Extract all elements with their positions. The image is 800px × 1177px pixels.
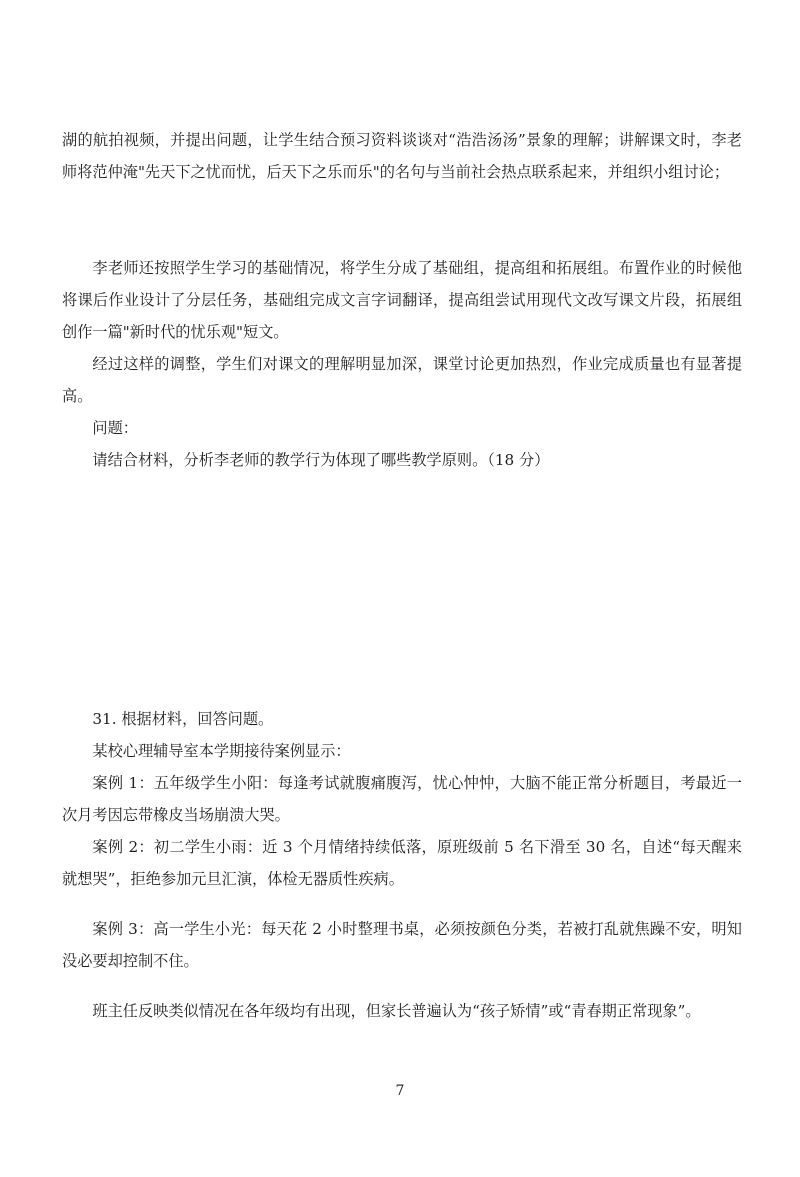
page-number: 7	[395, 1083, 405, 1099]
q30-question-label: 问题：	[92, 419, 138, 437]
q31-case-3: 案例 3：高一学生小光：每天花 2 小时整理书桌，必须按颜色分类，若被打乱就焦躁不安，明知没必要却控制不住。	[62, 920, 742, 970]
q31-teacher-report: 班主任反映类似情况在各年级均有出现，但家长普遍认为“孩子矫情”或“青春期正常现象”。	[92, 1002, 701, 1020]
q31-intro: 某校心理辅导室本学期接待案例显示：	[92, 742, 351, 760]
q31-case-1: 案例 1：五年级学生小阳：每逢考试就腹痛腹泻，忧心忡忡，大脑不能正常分析题目，考最近一次月考因忘带橡皮当场崩溃大哭。	[62, 774, 742, 824]
q31-case-2: 案例 2：初二学生小雨：近 3 个月情绪持续低落，原班级前 5 名下滑至 30 名，自述“每天醒来就想哭”，拒绝参加元旦汇演，体检无器质性疾病。	[62, 838, 742, 888]
q30-question-text: 请结合材料，分析李老师的教学行为体现了哪些教学原则。（18 分）	[92, 451, 550, 469]
q30-result-paragraph: 经过这样的调整，学生们对课文的理解明显加深，课堂讨论更加热烈，作业完成质量也有显著提高。	[62, 355, 742, 405]
q30-continuation-paragraph: 湖的航拍视频，并提出问题，让学生结合预习资料谈谈对“浩浩汤汤”景象的理解；讲解课文时，李老师将范仲淹"先天下之忧而忧，后天下之乐而乐"的名句与当前社会热点联系起来，并组织小组讨论；	[62, 131, 742, 181]
q30-grouping-paragraph: 李老师还按照学生学习的基础情况，将学生分成了基础组，提高组和拓展组。布置作业的时候他将课后作业设计了分层任务，基础组完成文言字词翻译，提高组尝试用现代文改写课文片段，拓展组创作一篇"新时代的忧乐观"短文。	[62, 259, 742, 341]
q31-heading: 31. 根据材料，回答问题。	[92, 710, 274, 728]
